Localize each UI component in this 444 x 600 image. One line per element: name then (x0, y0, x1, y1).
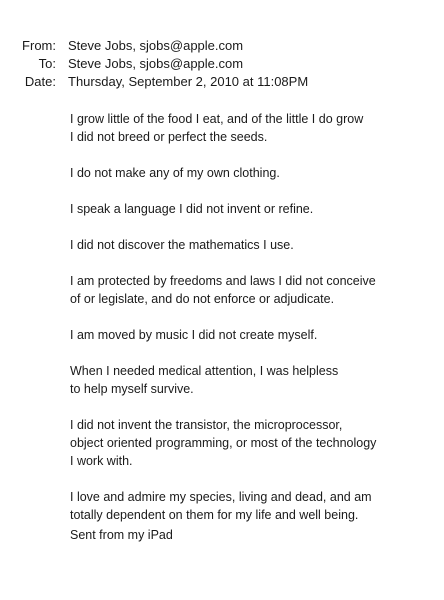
text-line: I love and admire my species, living and dead, and am (70, 490, 372, 504)
paragraph (70, 200, 430, 218)
paragraph (70, 236, 430, 254)
paragraph (70, 164, 430, 182)
paragraph (70, 110, 430, 146)
text-line: of or legislate, and do not enforce or adjudicate. (70, 292, 335, 306)
text-line: When I needed medical attention, I was helpless (70, 364, 339, 378)
to-label: To: (38, 56, 56, 71)
text-line: I speak a language I did not invent or refine. (70, 202, 314, 216)
text-line: I am protected by freedoms and laws I did not conceive (70, 274, 376, 288)
paragraph (70, 416, 430, 470)
to-row (0, 55, 444, 73)
date-label: Date: (24, 74, 56, 89)
text-line: to help myself survive. (70, 382, 194, 396)
paragraph (70, 362, 430, 398)
text-line: I did not discover the mathematics I use. (70, 238, 294, 252)
from-label: From: (22, 38, 56, 53)
text-line: I am moved by music I did not create myself. (70, 328, 318, 342)
text-line: I did not breed or perfect the seeds. (70, 130, 268, 144)
email-body (70, 110, 430, 542)
paragraph (70, 272, 430, 308)
text-line: totally dependent on them for my life and well being. (70, 508, 359, 522)
date-row (0, 73, 444, 91)
paragraph (70, 326, 430, 344)
to-value: Steve Jobs, sjobs@apple.com (68, 56, 244, 71)
text-line: I do not make any of my own clothing. (70, 166, 280, 180)
paragraph (70, 488, 430, 524)
text-line: I grow little of the food I eat, and of the little I do grow (70, 112, 364, 126)
date-value: Thursday, September 2, 2010 at 11:08PM (68, 74, 309, 89)
email-signature: Sent from my iPad (70, 528, 173, 542)
email-header (0, 37, 444, 91)
text-line: object oriented programming, or most of the technology (70, 436, 377, 450)
text-line: I did not invent the transistor, the microprocessor, (70, 418, 343, 432)
from-value: Steve Jobs, sjobs@apple.com (68, 38, 244, 53)
from-row (0, 37, 444, 55)
text-line: I work with. (70, 454, 133, 468)
